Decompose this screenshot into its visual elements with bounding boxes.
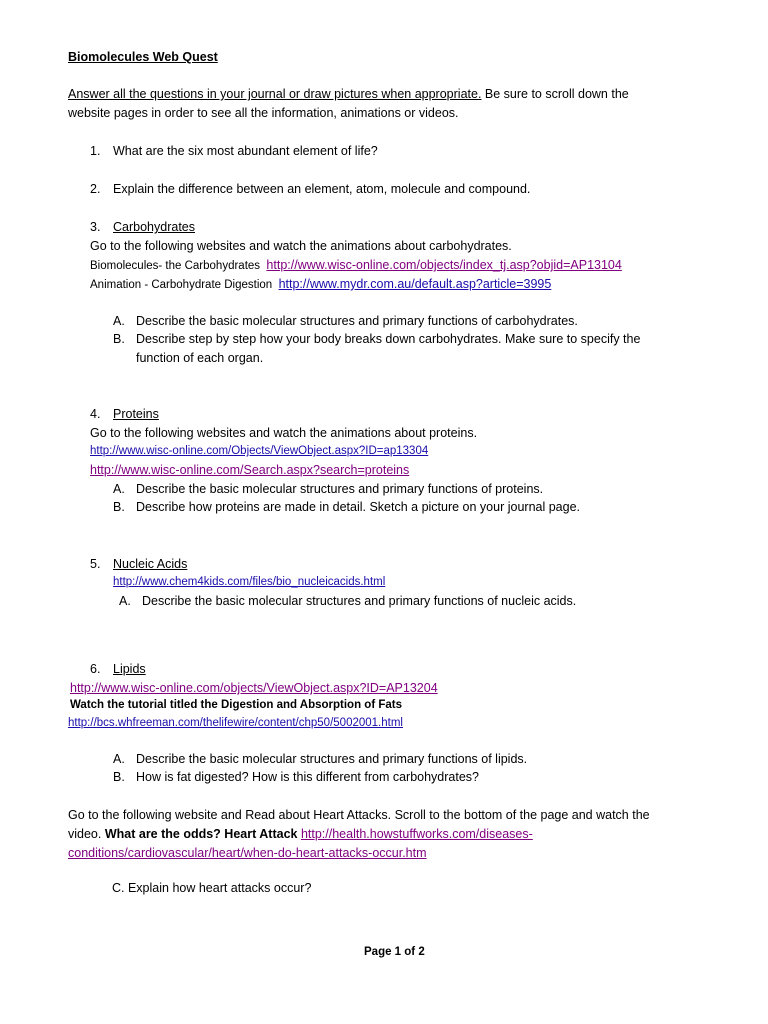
q2-number: 2.: [90, 182, 101, 196]
intro-line-2: website pages in order to see all the information, animations or videos.: [68, 106, 459, 120]
q5-a-text: Describe the basic molecular structures and primary functions of nucleic acids.: [142, 594, 577, 608]
q6-number: 6.: [90, 662, 101, 676]
heart-line-2: [68, 826, 533, 842]
q6-heading: Lipids: [113, 662, 146, 676]
q6-link2[interactable]: http://bcs.whfreeman.com/thelifewire/content/chp50/5002001.html: [68, 717, 403, 729]
q5-number: 5.: [90, 557, 101, 571]
q6-b-text: How is fat digested? How is this different from carbohydrates?: [136, 770, 479, 784]
heart-link-part-1[interactable]: http://health.howstuffworks.com/diseases-: [300, 827, 533, 841]
page-title: Biomolecules Web Quest: [68, 50, 218, 64]
q3-a-label: A.: [113, 314, 125, 328]
q3-heading: Carbohydrates: [113, 220, 195, 234]
q4-b-label: B.: [113, 500, 125, 514]
q6-b-label: B.: [113, 770, 125, 784]
q3-link2-row: [90, 276, 551, 293]
q6-a-text: Describe the basic molecular structures and primary functions of lipids.: [136, 752, 528, 766]
q6-link1[interactable]: http://www.wisc-online.com/objects/ViewObject.aspx?ID=AP13204: [70, 681, 438, 695]
intro-line-1: [68, 86, 629, 102]
heart-video-text: video.: [68, 827, 105, 841]
q4-heading: Proteins: [113, 407, 159, 421]
q1-text: What are the six most abundant element of life?: [113, 144, 378, 158]
q3-b-label: B.: [113, 332, 125, 346]
heart-line-1: Go to the following website and Read about Heart Attacks. Scroll to the bottom of the page and watch the: [68, 808, 650, 822]
q6-tutorial-text: Watch the tutorial titled the Digestion and Absorption of Fats: [70, 699, 403, 711]
q5-heading: Nucleic Acids: [113, 557, 188, 571]
q3-a-text: Describe the basic molecular structures and primary functions of carbohydrates.: [136, 314, 578, 328]
page-number: Page 1 of 2: [364, 946, 425, 958]
q3-b-text-2: function of each organ.: [136, 351, 264, 365]
heart-bold-title: What are the odds? Heart Attack: [104, 827, 301, 841]
q1-number: 1.: [90, 144, 101, 158]
q4-a-label: A.: [113, 482, 125, 496]
intro-underlined: Answer all the questions in your journal or draw pictures when appropriate.: [68, 87, 482, 101]
q3-link2[interactable]: http://www.mydr.com.au/default.asp?article=3995: [278, 277, 552, 291]
q3-link1-label: Biomolecules- the Carbohydrates: [90, 260, 261, 272]
intro-rest: Be sure to scroll down the: [481, 87, 629, 101]
heart-question-c: C. Explain how heart attacks occur?: [112, 881, 312, 895]
q3-number: 3.: [90, 220, 101, 234]
q6-a-label: A.: [113, 752, 125, 766]
q5-a-label: A.: [119, 594, 131, 608]
q3-b-text-1: Describe step by step how your body breaks down carbohydrates. Make sure to specify the: [136, 332, 641, 346]
q4-instruction: Go to the following websites and watch the animations about proteins.: [90, 426, 478, 440]
q3-link1[interactable]: http://www.wisc-online.com/objects/index_tj.asp?objid=AP13104: [266, 258, 622, 272]
heart-link-part-2[interactable]: conditions/cardiovascular/heart/when-do-heart-attacks-occur.htm: [68, 846, 427, 860]
q4-number: 4.: [90, 407, 101, 421]
q2-text: Explain the difference between an element, atom, molecule and compound.: [113, 182, 531, 196]
q5-link[interactable]: http://www.chem4kids.com/files/bio_nucleicacids.html: [113, 576, 386, 588]
q3-link2-label: Animation - Carbohydrate Digestion: [90, 279, 273, 291]
q3-instruction: Go to the following websites and watch the animations about carbohydrates.: [90, 239, 512, 253]
q4-a-text: Describe the basic molecular structures and primary functions of proteins.: [136, 482, 544, 496]
q4-link2[interactable]: http://www.wisc-online.com/Search.aspx?search=proteins: [90, 463, 410, 477]
q4-link1[interactable]: http://www.wisc-online.com/Objects/ViewObject.aspx?ID=ap13304: [90, 445, 429, 457]
q3-link1-row: [90, 257, 622, 274]
q4-b-text: Describe how proteins are made in detail. Sketch a picture on your journal page.: [136, 500, 581, 514]
